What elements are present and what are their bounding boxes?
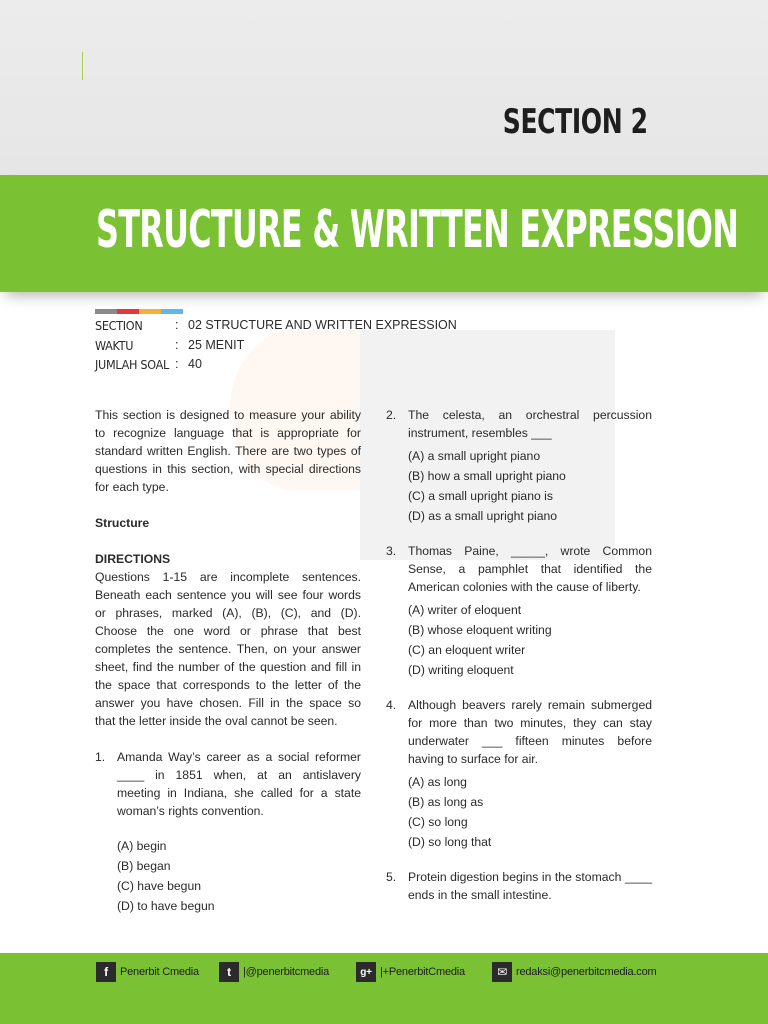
option-c[interactable]: (C) an eloquent writer [408,643,526,657]
footer-label: redaksi@penerbitcmedia.com [516,966,657,978]
option-d[interactable]: (D) writing eloquent [408,663,514,677]
option-c[interactable]: (C) so long [408,815,468,829]
option-b[interactable]: (B) how a small upright piano [408,469,566,483]
color-bar-red [117,309,139,314]
page-title: STRUCTURE & WRITTEN EXPRESSION [96,200,739,260]
question-3 [386,542,652,680]
question-number: 2. [386,408,397,422]
color-bars [95,309,183,314]
question-number: 4. [386,698,397,712]
question-text: Protein digestion begins in the stomach ____ ends in the small intestine. [408,870,652,902]
question-number: 5. [386,870,397,884]
question-text: The celesta, an orchestral percussion instrument, resembles ___ [408,408,652,440]
color-bar-yellow [139,309,161,314]
footer-label: Penerbit Cmedia [120,966,199,978]
directions-paragraph: Questions 1-15 are incomplete sentences. Beneath each sentence you will see four words or phrases, marked (A), (B), (C), and (D). Choose the one word or phrase that best completes the sentence. Then, on your answer sheet, find the number of the question and fill in the space that corresponds to the letter of the answer you have chosen. Fill in the space so that the letter inside the oval cannot be seen. [95,570,361,728]
mail-icon: ✉ [492,962,512,982]
info-key: JUMLAH SOAL [95,357,169,372]
info-key: WAKTU [95,337,134,353]
option-b[interactable]: (B) as long as [408,795,484,809]
info-row-count [95,355,457,375]
decorative-mark [82,52,83,80]
option-d[interactable]: (D) to have begun [117,899,215,913]
footer-twitter[interactable] [219,962,329,982]
option-a[interactable]: (A) writer of eloquent [408,603,522,617]
twitter-icon: t [219,962,239,982]
option-b[interactable]: (B) whose eloquent writing [408,623,552,637]
option-a[interactable]: (A) a small upright piano [408,449,541,463]
question-number: 3. [386,544,397,558]
question-number: 1. [95,750,106,764]
info-value: 02 STRUCTURE AND WRITTEN EXPRESSION [188,318,457,332]
question-4 [386,696,652,852]
google-plus-icon: g+ [356,962,376,982]
option-c[interactable]: (C) have begun [117,879,202,893]
option-c[interactable]: (C) a small upright piano is [408,489,553,503]
footer-label: |+PenerbitCmedia [380,966,465,978]
answer-options [117,836,361,916]
info-colon: : [175,318,179,332]
footer-email[interactable] [492,962,656,982]
right-column [386,406,652,904]
intro-paragraph: This section is designed to measure your ability to recognize language that is appropriate for standard written English. There are two types of questions in this section, with special directions for each type. [95,408,361,494]
structure-heading: Structure [95,516,150,530]
answer-options [408,772,652,852]
directions-heading: DIRECTIONS [95,552,171,566]
answer-options [408,600,652,680]
info-colon: : [175,357,179,371]
question-text: Thomas Paine, _____, wrote Common Sense, a pamphlet that identified the American colonies with the cause of liberty. [408,544,652,594]
question-1 [95,748,361,916]
section-number: SECTION 2 [503,102,648,142]
question-text: Amanda Way’s career as a social reformer ____ in 1851 when, at an antislavery meeting in Indiana, she called for a state woman’s rights convention. [117,750,361,818]
left-column [95,406,361,916]
footer-label: |@penerbitcmedia [243,966,330,978]
option-d[interactable]: (D) so long that [408,835,492,849]
info-colon: : [175,337,179,352]
option-b[interactable]: (B) began [117,859,171,873]
info-key: SECTION [95,318,143,333]
color-bar-blue [161,309,183,314]
option-a[interactable]: (A) as long [408,775,467,789]
info-value: 25 MENIT [188,337,245,352]
footer-facebook[interactable] [96,962,199,982]
option-a[interactable]: (A) begin [117,839,167,853]
info-value: 40 [188,357,202,371]
color-bar-grey [95,309,117,314]
info-row-time [95,336,457,356]
answer-options [408,446,652,526]
facebook-icon: f [96,962,116,982]
header-band [0,0,768,175]
question-5 [386,868,652,904]
option-d[interactable]: (D) as a small upright piano [408,509,558,523]
section-info [95,316,457,375]
info-row-section [95,316,457,336]
footer-google-plus[interactable] [356,962,465,982]
question-2 [386,406,652,526]
question-text: Although beavers rarely remain submerged for more than two minutes, they can stay underwater ___ fifteen minutes before having to surface for air. [408,698,652,766]
